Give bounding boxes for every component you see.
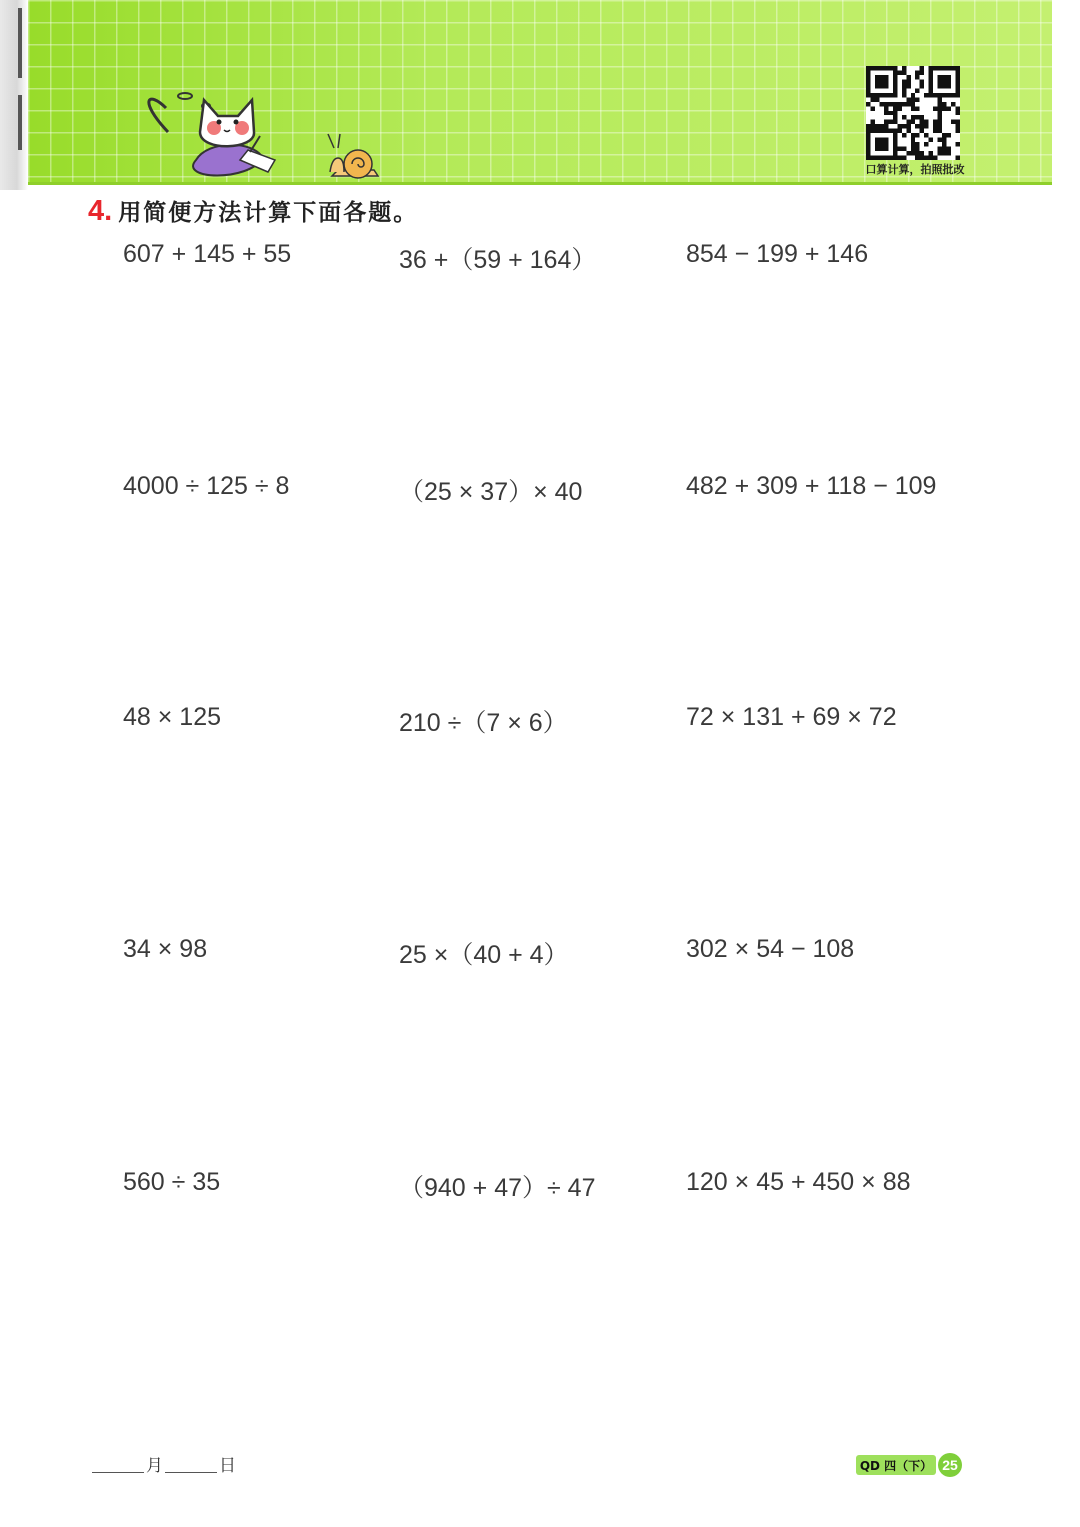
problem-item: （940 + 47）÷ 47 [399, 1174, 596, 1202]
problem-item: 120 × 45 + 450 × 88 [686, 1168, 911, 1196]
binding-edge [0, 0, 28, 190]
problem-item: 560 ÷ 35 [123, 1168, 221, 1196]
problem-item: （25 × 37）× 40 [399, 478, 583, 506]
header-banner [28, 0, 1052, 185]
edge-mark [18, 95, 22, 150]
problem-item: 210 ÷（7 × 6） [399, 709, 568, 737]
question-heading [88, 194, 418, 234]
question-number: 4. [88, 195, 113, 227]
problem-item: 607 + 145 + 55 [123, 240, 292, 268]
problem-item: 302 × 54 − 108 [686, 935, 855, 963]
grade-badge: QD 四（下） [856, 1455, 936, 1475]
problem-item: 25 ×（40 + 4） [399, 941, 569, 969]
snail-illustration [328, 134, 378, 178]
page-number: 25 [938, 1453, 962, 1477]
problem-item: 72 × 131 + 69 × 72 [686, 703, 897, 731]
qr-code-icon[interactable] [866, 66, 960, 160]
question-instruction: 用简便方法计算下面各题。 [118, 200, 419, 226]
month-blank[interactable] [92, 1472, 144, 1473]
problem-item: 34 × 98 [123, 935, 208, 963]
problem-item: 36 +（59 + 164） [399, 246, 597, 274]
problem-item: 48 × 125 [123, 703, 222, 731]
problem-item: 4000 ÷ 125 ÷ 8 [123, 472, 290, 500]
problem-item: 854 − 199 + 146 [686, 240, 869, 268]
edge-mark [18, 8, 22, 78]
month-label: 月 [146, 1456, 163, 1476]
date-field [90, 1452, 236, 1476]
day-label: 日 [219, 1456, 236, 1476]
cat-writing-illustration [149, 93, 275, 176]
qr-caption: 口算计算，拍照批改 [865, 163, 965, 176]
day-blank[interactable] [165, 1472, 217, 1473]
problem-item: 482 + 309 + 118 − 109 [686, 472, 937, 500]
